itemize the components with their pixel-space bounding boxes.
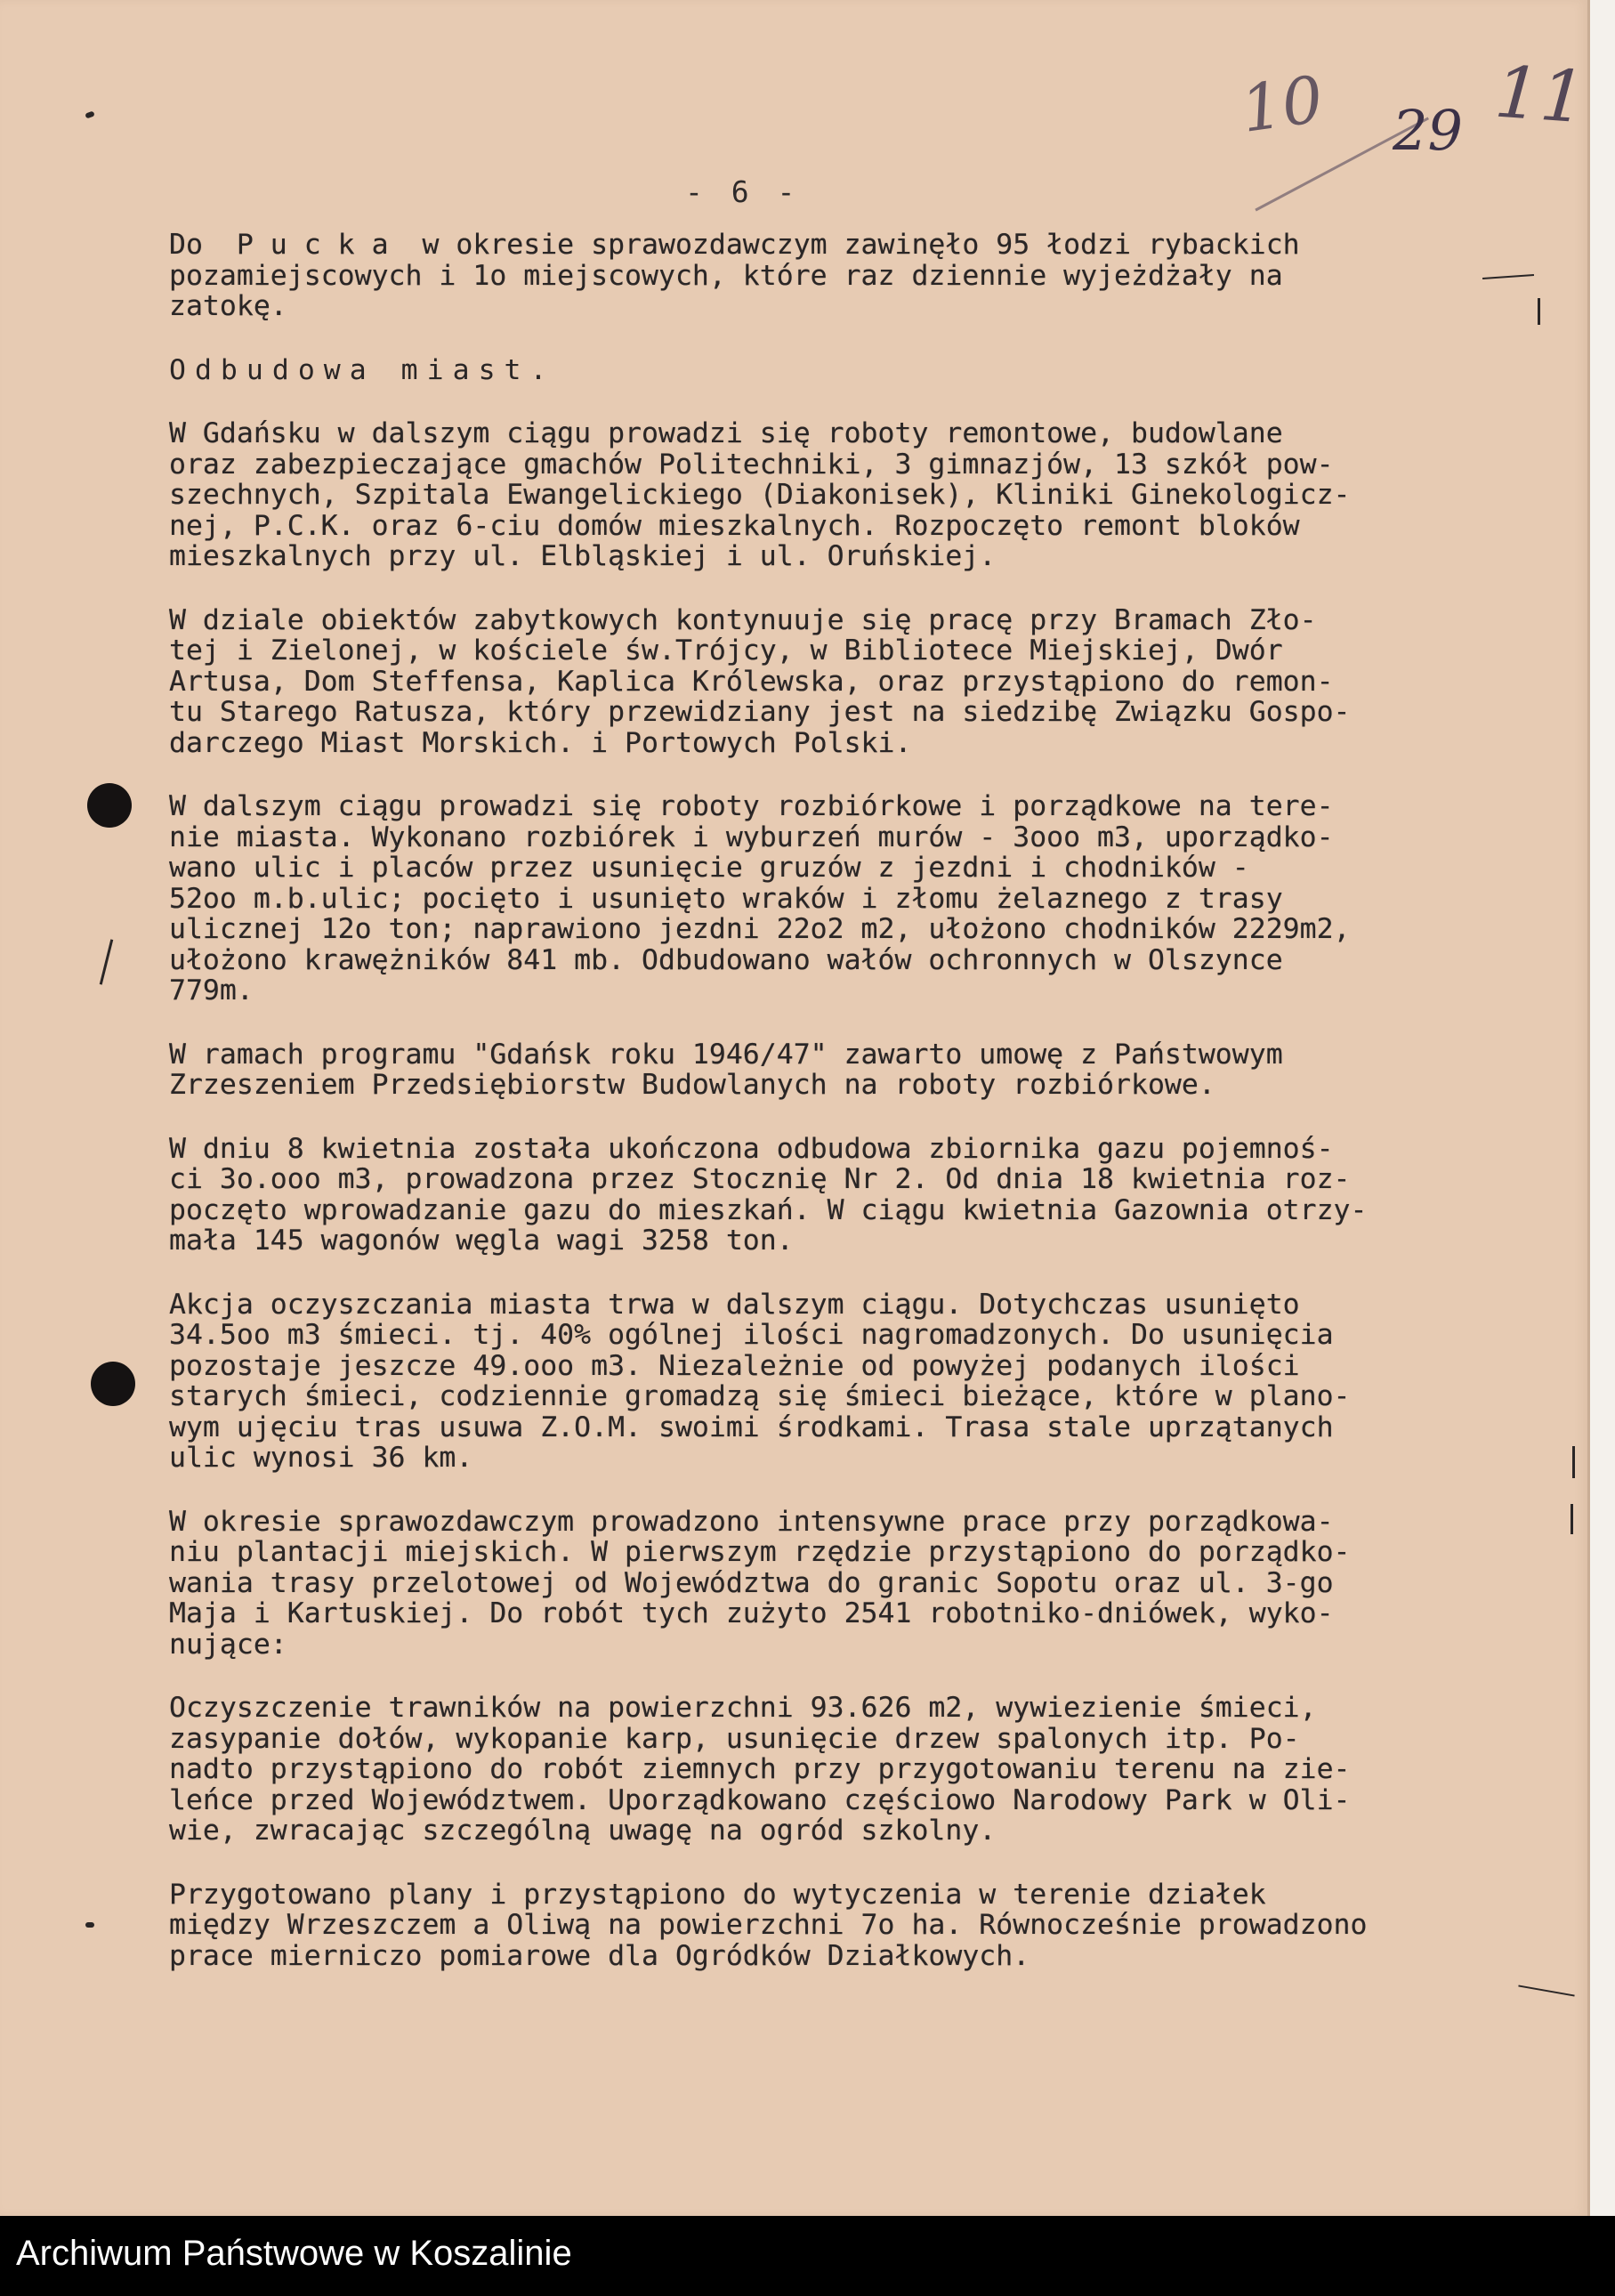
paragraph-gasworks: W dniu 8 kwietnia została ukończona odbudowa zbiornika gazu pojemnoś- ci 3o.ooo m3, prowadzona przez Stocznię Nr 2. Od dnia 18 kwietnia roz- poczęto wprowadzanie gazu do mieszkań. W ciągu kwietnia Gazownia otrzy- mała 145 wagonów węgla wagi 3258 ton. bbox=[169, 1132, 1368, 1257]
punch-hole bbox=[91, 1362, 135, 1406]
margin-line bbox=[1571, 1504, 1573, 1534]
section-heading: Odbudowa miast. bbox=[169, 353, 556, 386]
typed-text-body bbox=[169, 230, 1557, 2004]
margin-tick bbox=[85, 1922, 94, 1928]
paragraph-allotments: Przygotowano plany i przystąpiono do wytyczenia w terenie działek między Wrzeszczem a Oliwą na powierzchni 7o ha. Równocześnie prowadzono prace mierniczo pomiarowe dla Ogródków Działkowych. bbox=[169, 1878, 1368, 1972]
margin-line bbox=[100, 939, 113, 984]
paragraph-plantations: W okresie sprawozdawczym prowadzono intensywne prace przy porządkowa- niu plantacji miejskich. W pierwszym rzędzie przystąpiono do porządko- wania trasy przelotowej od Województwa do granic Sopotu oraz ul. 3-go Maja i Kartuskiej. Do robót tych zużyto 2541 robotniko-dniówek, wyko- nujące: bbox=[169, 1505, 1351, 1661]
archive-footer-bar bbox=[0, 2216, 1615, 2296]
paragraph-program: W ramach programu "Gdańsk roku 1946/47" zawarto umowę z Państwowym Zrzeszeniem Przedsiębiorstw Budowlanych na roboty rozbiórkowe. bbox=[169, 1038, 1283, 1101]
punch-hole bbox=[87, 783, 132, 828]
archive-footer-label: Archiwum Państwowe w Koszalinie bbox=[16, 2234, 572, 2273]
scan-background bbox=[1590, 0, 1615, 2216]
margin-tick bbox=[85, 110, 94, 118]
pencil-annotation-number: 11 bbox=[1491, 50, 1588, 140]
page-number: - 6 - bbox=[685, 174, 801, 209]
paragraph-monuments: W dziale obiektów zabytkowych kontynuuje się pracę przy Bramach Zło- tej i Zielonej, w kościele św.Trójcy, w Bibliotece Miejskiej, Dwór Artusa, Dom Steffensa, Kaplica Królewska, oraz przystąpiono do remon- tu Starego Ratusza, który przewidziany jest na siedzibę Związku Gospo- darczego Miast Morskich. i Portowych Polski. bbox=[169, 603, 1351, 759]
pencil-annotation-folio: 29 bbox=[1393, 98, 1463, 163]
margin-line bbox=[1572, 1446, 1575, 1478]
paragraph-puck: Do P u c k a w okresie sprawozdawczym zawinęło 95 łodzi rybackich pozamiejscowych i 1o miejscowych, które raz dziennie wyjeżdżały na zatokę. bbox=[169, 229, 1300, 322]
paragraph-cleaning: Akcja oczyszczania miasta trwa w dalszym ciągu. Dotychczas usunięto 34.5oo m3 śmieci. tj. 40% ogólnej ilości nagromadzonych. Do usunięcia pozostaje jeszcze 49.ooo m3. Niezależnie od powyżej podanych ilości starych śmieci, codziennie gromadzą się śmieci bieżące, które w plano- wym ujęciu tras usuwa Z.O.M. swoimi środkami. Trasa stale uprzątanych ulic wynosi 36 km. bbox=[169, 1288, 1351, 1474]
paragraph-demolition: W dalszym ciągu prowadzi się roboty rozbiórkowe i porządkowe na tere- nie miasta. Wykonano rozbiórek i wyburzeń murów - 3ooo m3, uporządko- wano ulic i placów przez usunięcie gruzów z jezdni i chodników - 52oo m.b.ulic; pocięto i usunięto wraków i złomu żelaznego z trasy ulicznej 12o ton; naprawiono jezdni 22o2 m2, ułożono chodników 2229m2, ułożono krawężników 841 mb. Odbudowano wałów ochronnych w Olszynce 779m. bbox=[169, 790, 1351, 1007]
paragraph-gdansk-repairs: W Gdańsku w dalszym ciągu prowadzi się roboty remontowe, budowlane oraz zabezpieczające gmachów Politechniki, 3 gimnazjów, 13 szkół pow- szechnych, Szpitala Ewangelickiego (Diakonisek), Kliniki Ginekologicz- nej, P.C.K. oraz 6-ciu domów mieszkalnych. Rozpoczęto remont bloków mieszkalnych przy ul. Elbląskiej i ul. Oruńskiej. bbox=[169, 417, 1351, 572]
paragraph-lawns: Oczyszczenie trawników na powierzchni 93.626 m2, wywiezienie śmieci, zasypanie dołów, wykopanie karp, usunięcie drzew spalonych itp. Po- nadto przystąpiono do robót ziemnych przy przygotowaniu terenu na zie- leńce przed Województwem. Uporządkowano częściowo Narodowy Park w Oli- wie, zwracając szczególną uwagę na ogród szkolny. bbox=[169, 1692, 1351, 1847]
pencil-annotation-struck: 10 bbox=[1236, 61, 1328, 147]
